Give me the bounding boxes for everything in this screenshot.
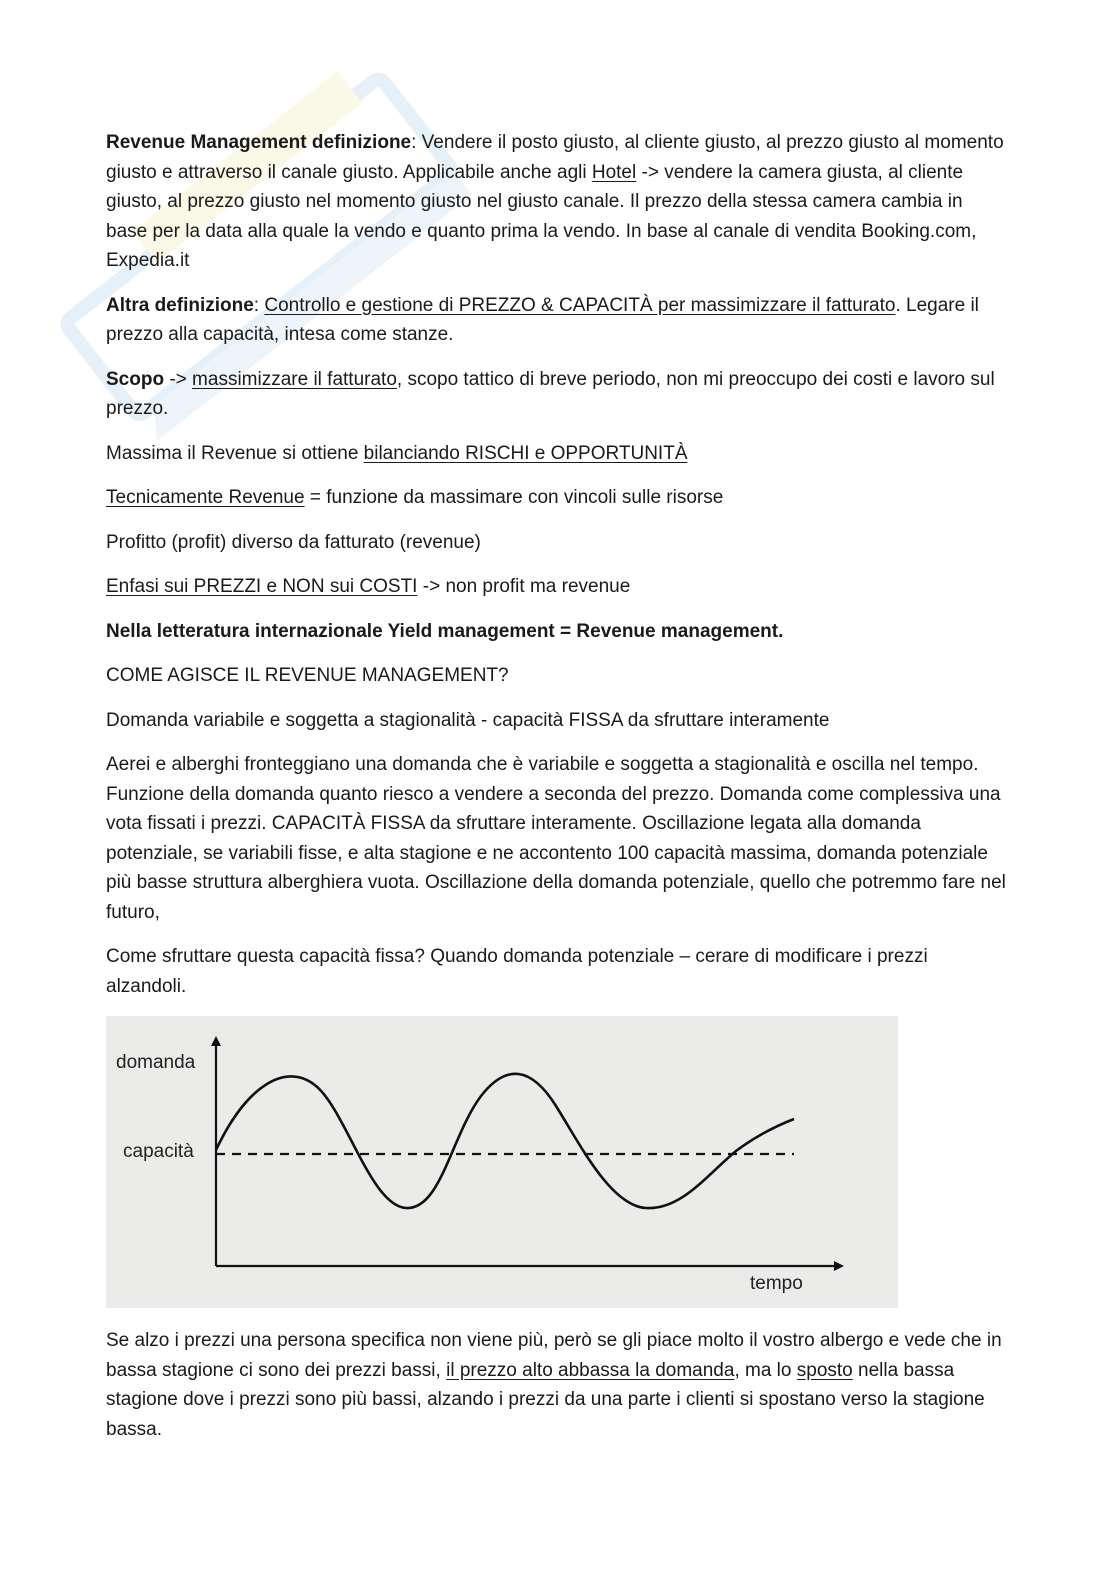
document-body xyxy=(106,128,1006,1459)
paragraph-technically: Tecnicamente Revenue = funzione da massimare con vincoli sulle risorse xyxy=(106,487,724,508)
paragraph-variable-demand: Domanda variabile e soggetta a stagionalità - capacità FISSA da sfruttare interamente xyxy=(106,709,830,731)
paragraph-raise-prices: Se alzo i prezzi una persona specifica non viene più, però se gli piace molto il vostro albergo e vede che in bassa stagione ci sono dei prezzi bassi, il prezzo alto abbassa la domanda, ma lo sposto nella bassa stagione dove i prezzi sono più bassi, alzando i prezzi da una parte i clienti si spostano verso la stagione bassa. xyxy=(106,1330,1002,1440)
y-axis-label: domanda xyxy=(116,1052,196,1073)
paragraph-heading-how: COME AGISCE IL REVENUE MANAGEMENT? xyxy=(106,665,509,686)
paragraph-yield: Nella letteratura internazionale Yield management = Revenue management. xyxy=(106,620,784,642)
paragraph-hotels: Aerei e alberghi fronteggiano una domanda che è variabile e soggetta a stagionalità e oscilla nel tempo. Funzione della domanda quanto riesco a vendere a seconda del prezzo. Domanda come complessiva una vota fissati i prezzi. CAPACITÀ FISSA da sfruttare interamente. Oscillazione legata alla domanda potenziale, se variabili fisse, e alta stagione e ne accontento 100 capacità massima, domanda potenziale più basse struttura alberghiera vuota. Oscillazione della domanda potenziale, quello che potremmo fare nel futuro, xyxy=(106,754,1006,923)
paragraph-emphasis: Enfasi sui PREZZI e NON sui COSTI -> non profit ma revenue xyxy=(106,576,631,597)
paragraph-scope: Scopo -> massimizzare il fatturato, scopo tattico di breve periodo, non mi preoccupo dei costi e lavoro sul prezzo. xyxy=(106,368,995,419)
paragraph-other-definition: Altra definizione: Controllo e gestione di PREZZO & CAPACITÀ per massimizzare il fatturato. Legare il prezzo alla capacità, intesa come stanze. xyxy=(106,294,979,345)
y-axis-arrow xyxy=(211,1036,221,1046)
paragraph-profit: Profitto (profit) diverso da fatturato (revenue) xyxy=(106,531,481,553)
demand-capacity-diagram xyxy=(106,1016,898,1308)
paragraph-definition: Revenue Management definizione: Vendere il posto giusto, al cliente giusto, al prezzo giusto al momento giusto e attraverso il canale giusto. Applicabile anche agli Hotel -> vendere la camera giusta, al cliente giusto, al prezzo giusto nel momento giusto nel giusto canale. Il prezzo della stessa camera cambia in base per la data alla quale la vendo e quanto prima la vendo. In base al canale di vendita Booking.com, Expedia.it xyxy=(106,132,1004,271)
x-axis-label: tempo xyxy=(750,1273,803,1294)
paragraph-exploit: Come sfruttare questa capacità fissa? Quando domanda potenziale – cerare di modificare i prezzi alzandoli. xyxy=(106,946,928,997)
x-axis-arrow xyxy=(834,1261,844,1271)
paragraph-balance: Massima il Revenue si ottiene bilanciando RISCHI e OPPORTUNITÀ xyxy=(106,442,688,464)
demand-curve xyxy=(216,1074,794,1208)
demand-capacity-figure xyxy=(106,1016,898,1308)
capacity-label: capacità xyxy=(123,1141,194,1162)
